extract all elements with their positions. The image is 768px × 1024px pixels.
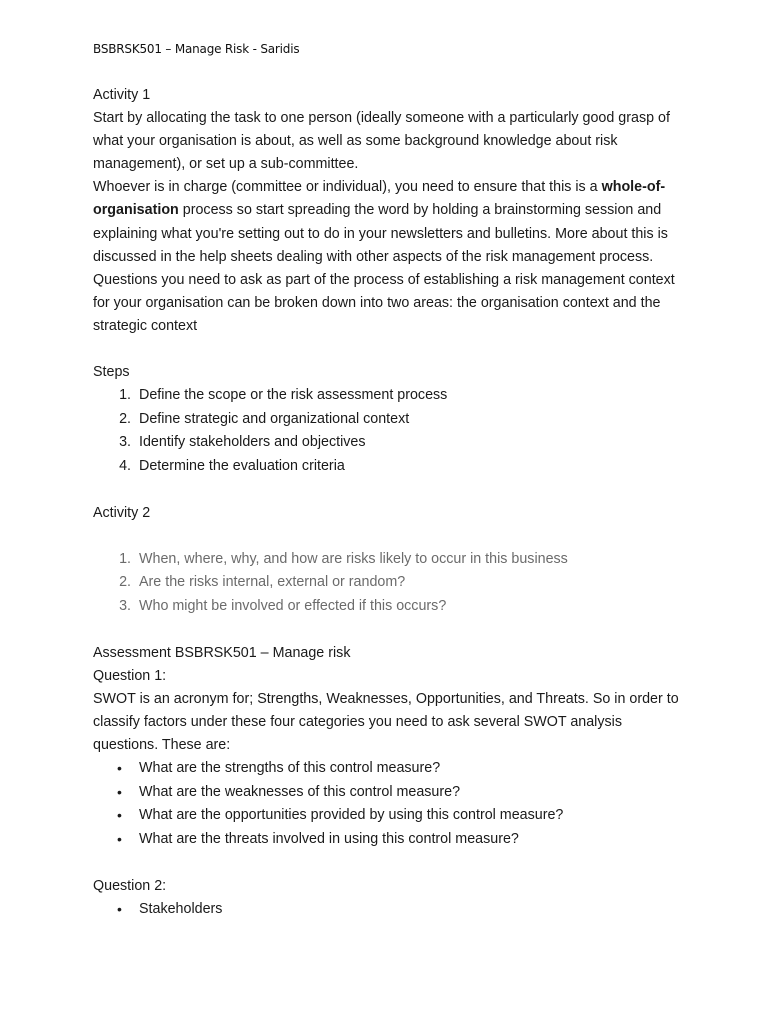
list-item [93,408,683,432]
list-number: 4. [119,458,131,474]
bullet-icon: • [117,807,122,824]
bullet-item-text: Stakeholders [139,900,223,917]
list-number: 2. [119,410,131,427]
document-header: BSBRSK501 – Manage Risk - Saridis [93,42,300,56]
list-number: 3. [119,434,131,451]
question-1-text: SWOT is an acronym for; Strengths, Weaknesses, Opportunities, and Threats. So in order to classify factors under these four categories you need to ask several SWOT analysis questions. These are: [93,690,679,754]
list-number: 1. [119,387,131,404]
list-item [93,384,683,408]
assessment-title: Assessment BSBRSK501 – Manage risk [93,644,351,661]
list-item [93,431,683,455]
list-item-text: Who might be involved or effected if this occurs? [139,598,447,615]
question-1-bullet-list [93,757,683,851]
list-number: 2. [119,574,131,591]
steps-title: Steps [93,364,130,381]
bullet-item-text: What are the opportunities provided by using this control measure? [139,807,564,824]
bullet-item-text: What are the strengths of this control measure? [139,760,441,777]
list-item-text: Identify stakeholders and objectives [139,434,366,451]
bullet-item [93,804,683,828]
question-2-title: Question 2: [93,877,167,894]
paragraph-2-text-start: Whoever is in charge (committee or individual), you need to ensure that this is a [93,179,602,196]
list-number: 1. [119,550,131,567]
activity-1-title: Activity 1 [93,87,151,103]
list-item-text: Define strategic and organizational context [139,410,410,427]
question-1-title: Question 1: [93,667,167,684]
activity-1-paragraph-3: Questions you need to ask as part of the process of establishing a risk management context for your organisation can be broken down into two areas: the organisation context and the strategic context [93,271,675,334]
activity-2-title: Activity 2 [93,504,151,521]
paragraph-2-bold-term: whole-of-organisation [93,179,666,219]
bullet-icon: • [117,900,122,917]
bullet-item [93,898,683,922]
bullet-item [93,757,683,781]
activity-2-list [93,548,683,619]
bullet-icon: • [117,783,122,800]
bullet-item-text: What are the weaknesses of this control measure? [139,783,461,800]
list-item [93,548,683,572]
list-item-text: When, where, why, and how are risks likely to occur in this business [139,550,568,567]
activity-1-paragraph-1: Start by allocating the task to one person (ideally someone with a particularly good grasp of what your organisation is about, as well as some background knowledge about risk management), or set up a sub-committee. [93,110,670,173]
document-body [93,84,683,921]
list-number: 3. [119,598,131,615]
bullet-icon: • [117,760,122,777]
question-2-bullet-list [93,898,683,922]
activity-1-paragraph-2 [93,176,683,268]
list-item [93,455,683,479]
list-item-text: Determine the evaluation criteria [139,458,345,474]
list-item-text: Define the scope or the risk assessment process [139,387,448,404]
list-item-text: Are the risks internal, external or random? [139,574,406,591]
steps-list [93,384,683,478]
paragraph-2-text-end: process so start spreading the word by holding a brainstorming session and explaining what you're setting out to do in your newsletters and bulletins. More about this is discussed in the help sheets dealing with other aspects of the risk management process. [93,202,668,265]
bullet-icon: • [117,831,122,847]
list-item [93,595,683,619]
bullet-item [93,828,683,852]
bullet-item-text: What are the threats involved in using this control measure? [139,831,519,847]
list-item [93,571,683,595]
bullet-item [93,781,683,805]
